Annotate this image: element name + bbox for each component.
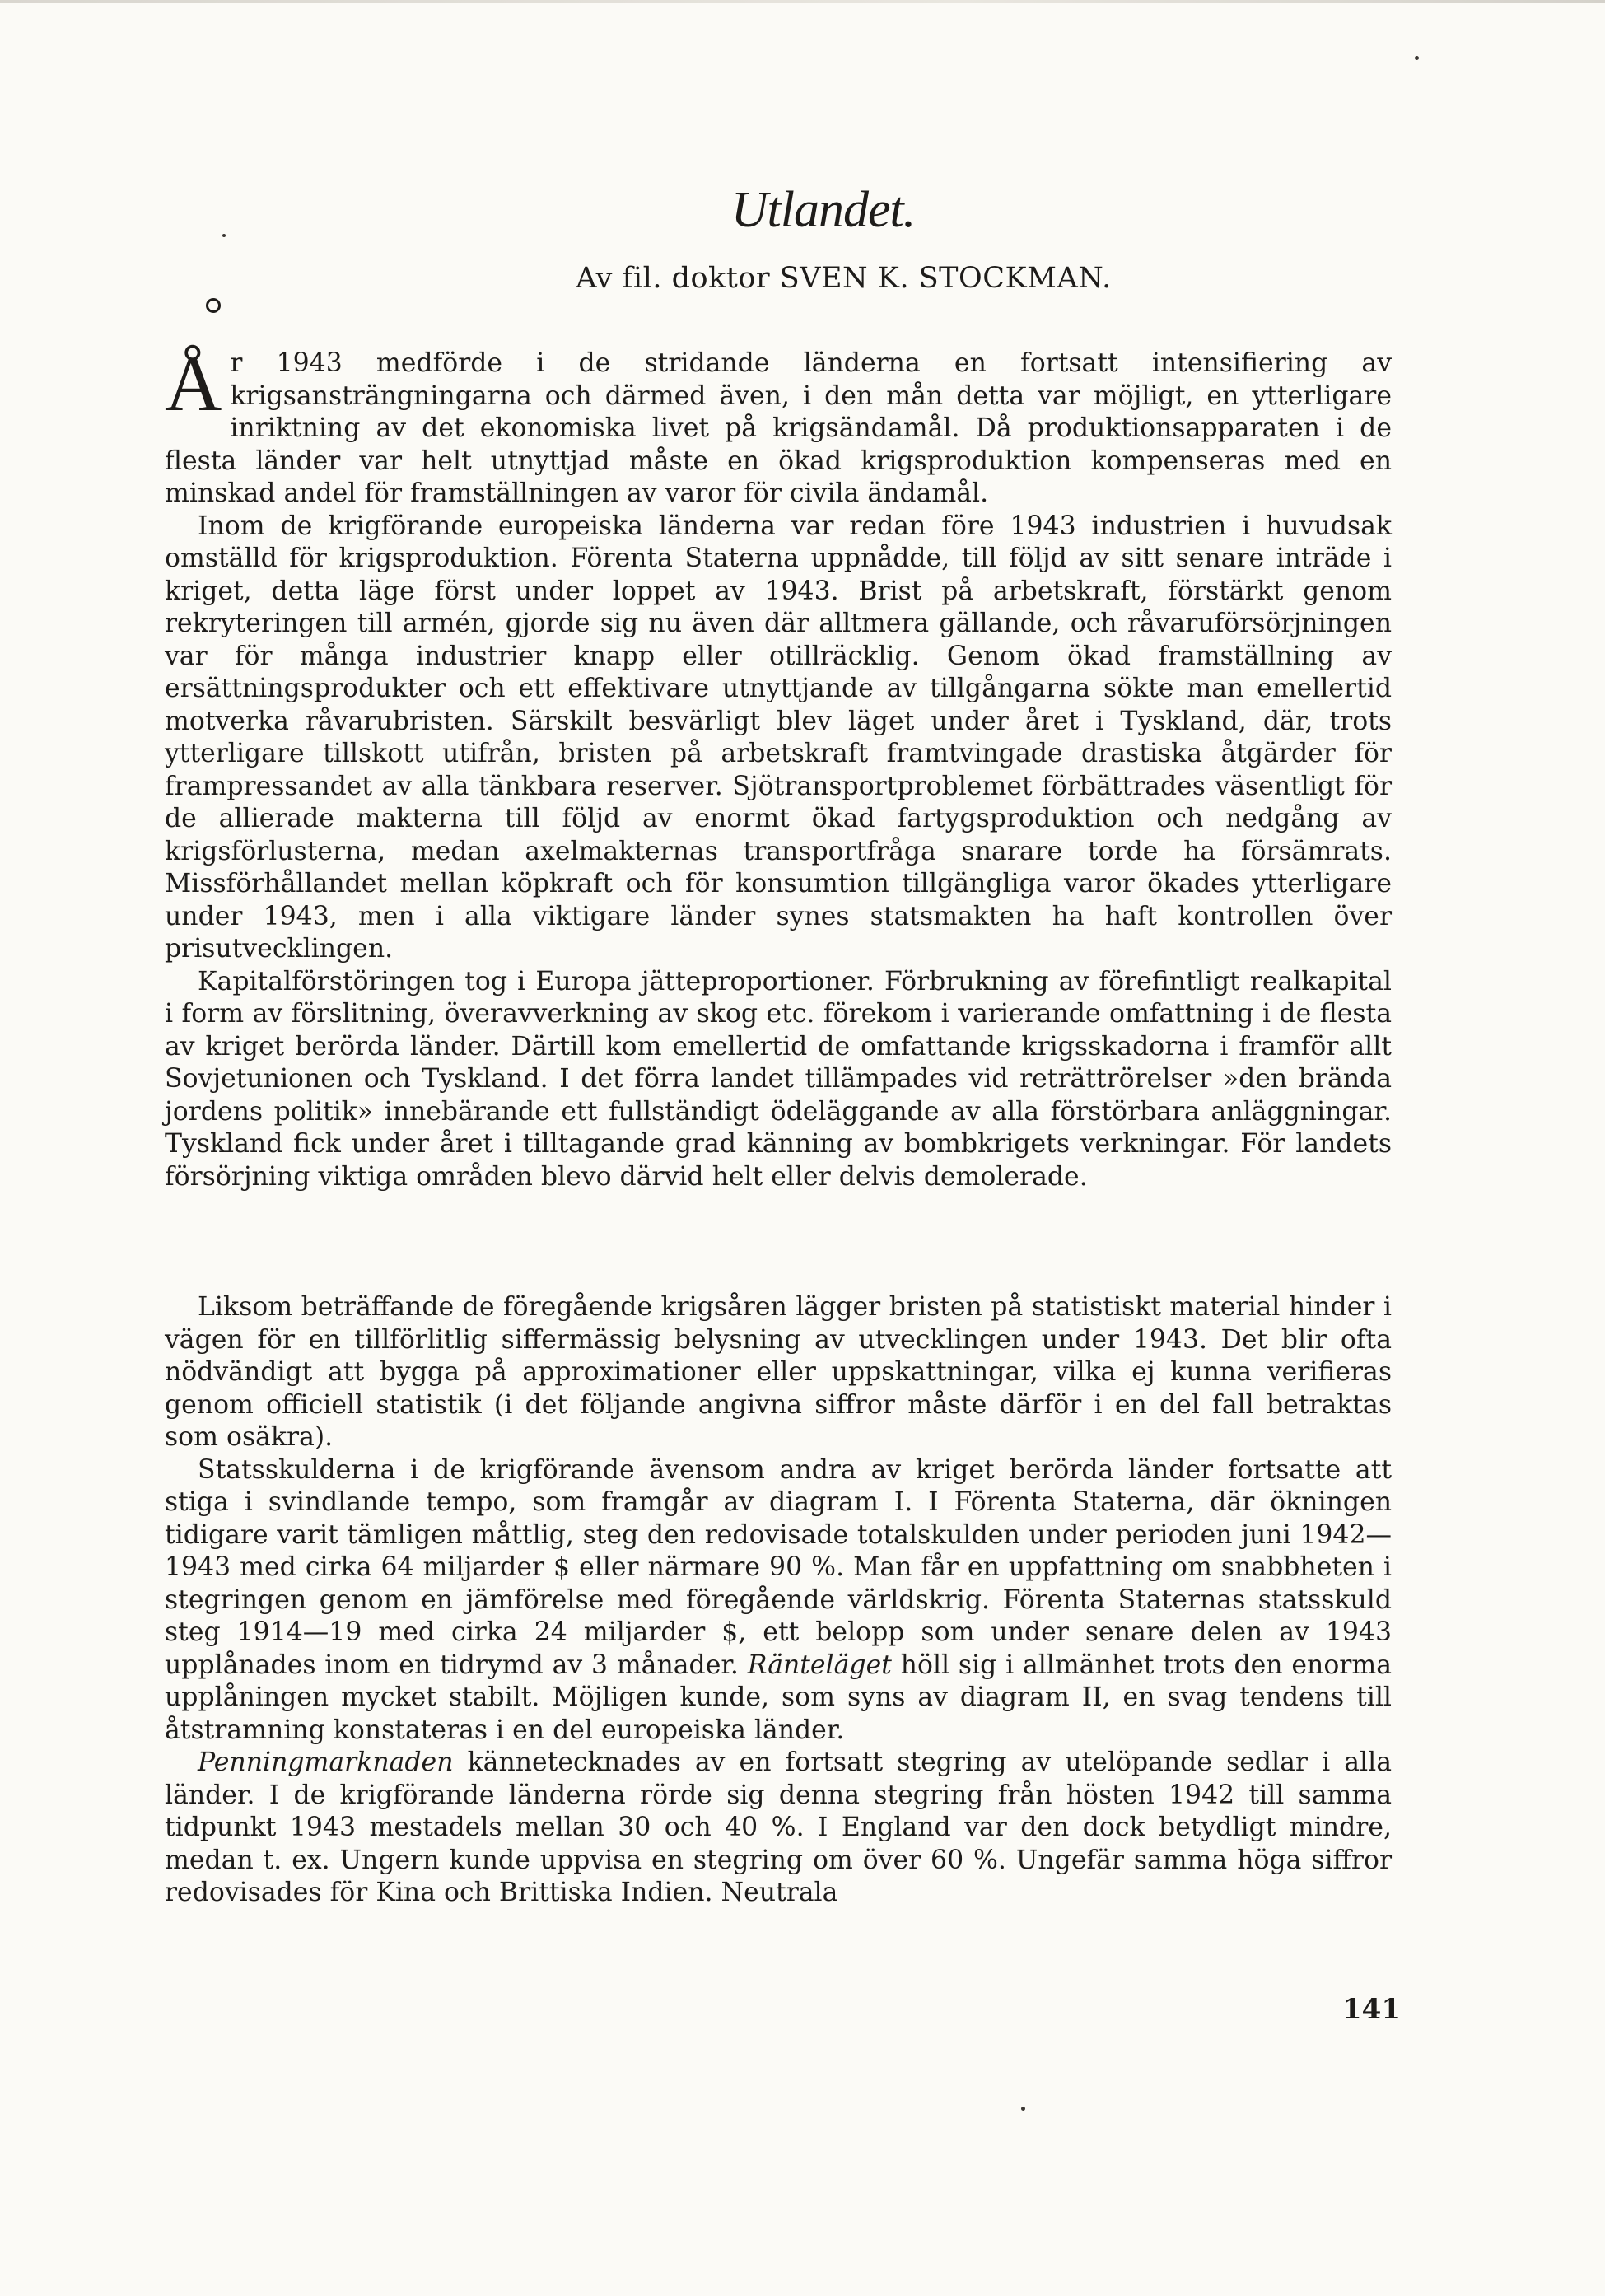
page-number: 141 xyxy=(1342,1993,1401,2026)
print-speck xyxy=(1415,56,1419,60)
paragraph-text: höll sig i allmänhet trots den enorma upplåningen mycket stabilt. Möjligen kunde, som syns av diagram II, en svag tendens till åtstramning konstateras i en del europeiska länder. xyxy=(165,1650,1392,1745)
ring-ornament xyxy=(206,298,221,313)
print-speck xyxy=(1021,2107,1025,2111)
paragraph-text: r 1943 medförde i de stridande länderna en fortsatt intensifiering av krigsansträngningarna och därmed även, i den mån detta var möjligt, en ytterligare inriktning av det ekonomiska livet på krigsändamål. Då produktionsapparaten i de flesta länder var helt utnyttjad måste en ökad krigsproduktion kompenseras med en minskad andel för framställningen av varor för civila ändamål. xyxy=(165,348,1392,508)
paragraph-text: kännetecknades av en fortsatt stegring av utelöpande sedlar i alla länder. I de krigförande länderna rörde sig denna stegring från hösten 1942 till samma tidpunkt 1943 mestadels mellan 30 och 40 %. I England var den dock betydligt mindre, medan t. ex. Ungern kunde uppvisa en stegring om över 60 %. Ungefär samma höga siffror redovisades för Kina och Brittiska Indien. Neutrala xyxy=(165,1748,1392,1907)
paragraph-text: Statsskulderna i de krigförande ävensom andra av kriget berörda länder fortsatte att stiga i svindlande tempo, som framgår av diagram I. I Förenta Staterna, där ökningen tidigare varit tämligen måttlig, steg den redovisade totalskulden under perioden juni 1942—1943 med cirka 64 miljarder $ eller närmare 90 %. Man får en uppfattning om snabbheten i stegringen genom en jämförelse med föregående världskrig. Förenta Staternas statsskuld steg 1914—19 med cirka 24 miljarder $, ett belopp som under senare delen av 1943 upplånades inom en tidrymd av 3 månader. xyxy=(165,1454,1392,1680)
paragraph: Kapitalförstöringen tog i Europa jätteproportioner. Förbrukning av förefintligt realkapital i form av förslitning, överavverkning av skog etc. förekom i varierande omfattning i de flesta av kriget berörda länder. Därtill kom emellertid de omfattande krigsskadorna i framför allt Sovjetunionen och Tyskland. I det förra landet tillämpades vid reträttrörelser »den brända jordens politik» innebärande ett fullständigt ödeläggande av alla förstörbara anläggningar. Tyskland fick under året i tilltagande grad känning av bombkrigets verkningar. För landets försörjning viktiga områden blevo därvid helt eller delvis demolerade. xyxy=(165,966,1392,1192)
emphasis-term: Ränteläget xyxy=(747,1650,892,1680)
paragraph xyxy=(165,1454,1392,1748)
paragraph: Inom de krigförande europeiska länderna var redan före 1943 industrien i huvudsak omställd för krigsproduktion. Förenta Staterna uppnådde, till följd av sitt senare inträde i kriget, detta läge först under loppet av 1943. Brist på arbetskraft, förstärkt genom rekryteringen till armén, gjorde sig nu även där alltmera gällande, och råvaruförsörjningen var för många industrier knapp eller otillräcklig. Genom ökad framställning av ersättningsprodukter och ett effektivare utnyttjande av tillgångarna sökte man emellertid motverka råvarubristen. Särskilt besvärligt blev läget under året i Tyskland, där, trots ytterligare tillskott utifrån, bristen på arbetskraft framtvingade drastiska åtgärder för frampressandet av alla tänkbara reserver. Sjötransportproblemet förbättrades väsentligt för de allierade makterna till följd av enormt ökad fartygsproduktion och nedgång av krigsförlusterna, medan axelmakternas transportfråga snarare torde ha försämrats. Missförhållandet mellan köpkraft och för konsumtion tillgängliga varor ökades ytterligare under 1943, men i alla viktigare länder synes statsmakten ha haft kontrollen över prisutvecklingen. xyxy=(165,511,1392,964)
print-speck xyxy=(222,234,226,237)
article-section-2 xyxy=(165,1291,1392,1910)
emphasis-term: Penningmarknaden xyxy=(198,1748,454,1777)
page-top-edge xyxy=(0,0,1605,3)
drop-cap: Å xyxy=(165,339,222,427)
page-title: Utlandet. xyxy=(730,182,916,238)
paragraph xyxy=(165,1747,1392,1910)
paragraph: Liksom beträffande de föregående krigsåren lägger bristen på statistiskt material hinder i vägen för en tillförlitlig siffermässig belysning av utvecklingen under 1943. Det blir ofta nödvändigt att bygga på approximationer eller uppskattningar, vilka ej kunna verifieras genom officiell statistik (i det följande angivna siffror måste därför i en del fall betraktas som osäkra). xyxy=(165,1292,1392,1452)
paragraph xyxy=(165,339,1392,511)
article-section-1 xyxy=(165,339,1392,1193)
author-byline: Av fil. doktor SVEN K. STOCKMAN. xyxy=(576,262,1112,295)
